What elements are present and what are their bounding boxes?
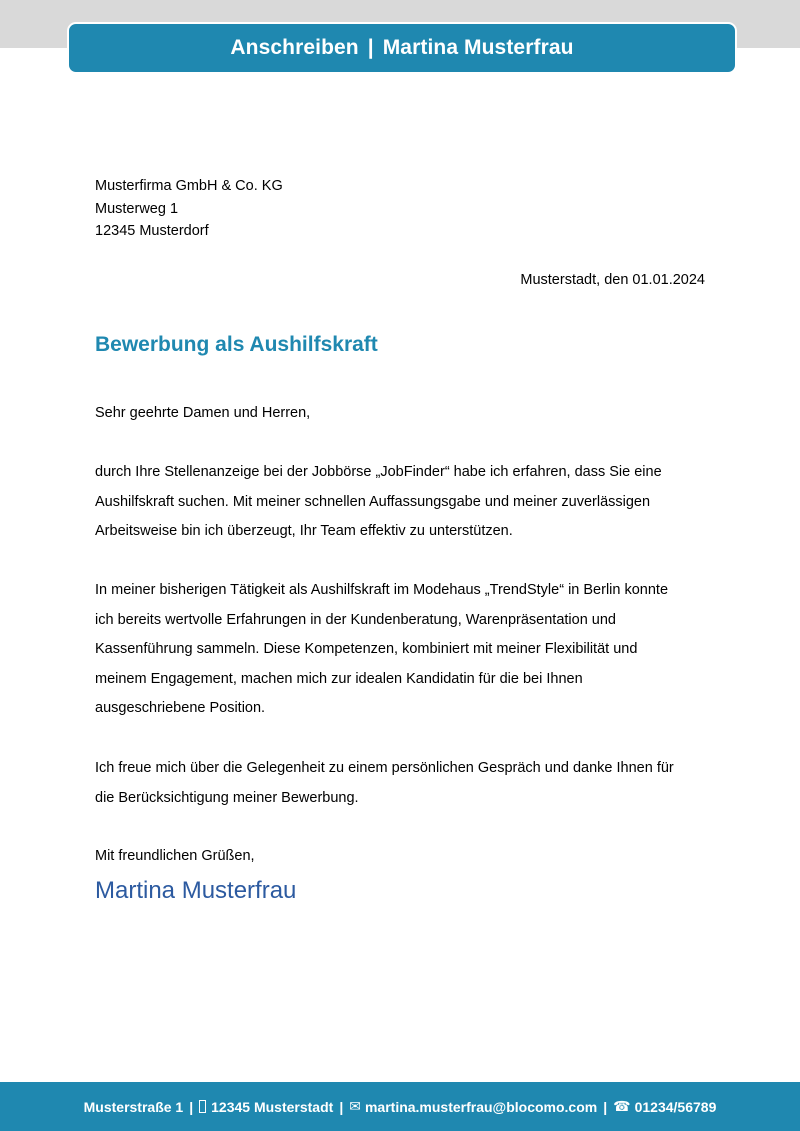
paragraph-line: Ich freue mich über die Gelegenheit zu einem persönlichen Gespräch und danke Ihnen für <box>95 760 674 776</box>
salutation: Sehr geehrte Damen und Herren, <box>95 405 311 421</box>
footer-city: 12345 Musterstadt <box>211 1098 334 1115</box>
subject-line: Bewerbung als Aushilfskraft <box>95 333 378 356</box>
date-line: Musterstadt, den 01.01.2024 <box>520 272 705 288</box>
paragraph-line: ich bereits wertvolle Erfahrungen in der Kundenberatung, Warenpräsentation und <box>95 611 616 628</box>
recipient-company: Musterfirma GmbH & Co. KG <box>95 178 283 194</box>
box-icon <box>199 1100 206 1113</box>
body-paragraph <box>95 576 710 724</box>
body-paragraph <box>95 458 710 547</box>
footer-separator: | <box>339 1098 344 1115</box>
footer-separator: | <box>189 1098 194 1115</box>
paragraph-line: die Berücksichtigung meiner Bewerbung. <box>95 789 359 806</box>
footer-street: Musterstraße 1 <box>83 1098 184 1115</box>
paragraph-line: ausgeschriebene Position. <box>95 700 266 716</box>
footer-phone[interactable]: 01234/56789 <box>634 1098 717 1115</box>
footer-separator: | <box>603 1098 608 1115</box>
recipient-street: Musterweg 1 <box>95 200 179 217</box>
closing: Mit freundlichen Grüßen, <box>95 848 255 864</box>
recipient-city: 12345 Musterdorf <box>95 223 209 239</box>
paragraph-line: Aushilfskraft suchen. Mit meiner schnellen Auffassungsgabe und meiner zuverlässigen <box>95 493 651 510</box>
envelope-icon: ✉ <box>349 1098 361 1114</box>
header-bar <box>67 22 737 74</box>
paragraph-line: durch Ihre Stellenanzeige bei der Jobbörse „JobFinder“ habe ich erfahren, dass Sie eine <box>95 464 662 480</box>
paragraph-line: In meiner bisherigen Tätigkeit als Aushilfskraft im Modehaus „TrendStyle“ in Berlin konnte <box>95 582 669 598</box>
header-name: Martina Musterfrau <box>382 36 574 59</box>
signature: Martina Musterfrau <box>95 877 297 904</box>
paragraph-line: meinem Engagement, machen mich zur idealen Kandidatin für die bei Ihnen <box>95 670 583 687</box>
footer-bar <box>0 1082 800 1131</box>
paragraph-line: Kassenführung sammeln. Diese Kompetenzen, kombiniert mit meiner Flexibilität und <box>95 641 638 657</box>
header-label: Anschreiben <box>230 36 359 59</box>
body-paragraph <box>95 754 710 813</box>
footer-email[interactable]: martina.musterfrau@blocomo.com <box>364 1098 598 1115</box>
recipient-address <box>95 175 283 243</box>
paragraph-line: Arbeitsweise bin ich überzeugt, Ihr Team effektiv zu unterstützen. <box>95 523 513 539</box>
header-separator: | <box>367 36 374 59</box>
phone-icon: ☎ <box>613 1098 631 1114</box>
